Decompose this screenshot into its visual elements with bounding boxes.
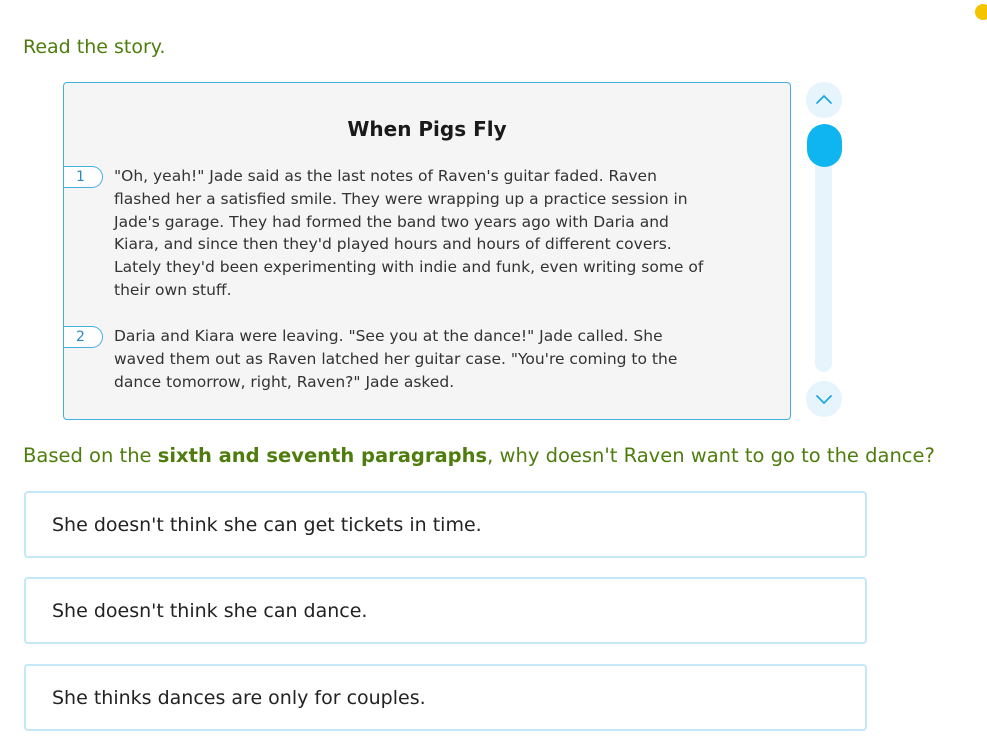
- text-line: dance tomorrow, right, Raven?" Jade asked.: [114, 372, 455, 391]
- scroll-track[interactable]: [815, 140, 832, 372]
- text-line: their own stuff.: [114, 280, 232, 299]
- scroll-down-button[interactable]: [806, 381, 842, 417]
- text-line: Jade's garage. They had formed the band two years ago with Daria and: [114, 212, 669, 231]
- text-line: waved them out as Raven latched her guitar case. "You're coming to the: [114, 349, 678, 368]
- answer-choice-label: She doesn't think she can dance.: [52, 599, 368, 622]
- story-panel: [63, 82, 791, 420]
- paragraph-number: 2: [63, 326, 103, 348]
- text-line: "Oh, yeah!" Jade said as the last notes of Raven's guitar faded. Raven: [114, 167, 657, 185]
- question-suffix: , why doesn't Raven want to go to the dance?: [487, 444, 935, 467]
- answer-choice-3[interactable]: [24, 664, 867, 731]
- story-title: When Pigs Fly: [347, 117, 507, 141]
- instruction-text: Read the story.: [23, 36, 166, 58]
- question-prefix: Based on the: [23, 444, 158, 467]
- text-line: Lately they'd been experimenting with indie and funk, even writing some of: [114, 258, 704, 277]
- text-line: Daria and Kiara were leaving. "See you at the dance!" Jade called. She: [114, 327, 663, 345]
- paragraph-text: [114, 165, 744, 302]
- scroll-thumb[interactable]: [807, 124, 842, 167]
- chevron-down-icon: [815, 393, 833, 405]
- answer-choice-label: She thinks dances are only for couples.: [52, 686, 426, 709]
- question-text: [23, 444, 935, 467]
- answer-choice-1[interactable]: [24, 491, 867, 558]
- text-line: flashed her a satisfied smile. They were wrapping up a practice session in: [114, 189, 688, 208]
- answer-choice-label: She doesn't think she can get tickets in time.: [52, 513, 482, 536]
- answer-choice-2[interactable]: [24, 577, 867, 644]
- paragraph-text: [114, 325, 744, 393]
- text-line: Kiara, and since then they'd played hours and hours of different covers.: [114, 235, 672, 254]
- status-dot: [975, 4, 987, 20]
- question-emphasis: sixth and seventh paragraphs: [157, 444, 488, 467]
- chevron-up-icon: [815, 94, 833, 106]
- scroll-up-button[interactable]: [806, 82, 842, 118]
- paragraph-number: 1: [63, 166, 103, 188]
